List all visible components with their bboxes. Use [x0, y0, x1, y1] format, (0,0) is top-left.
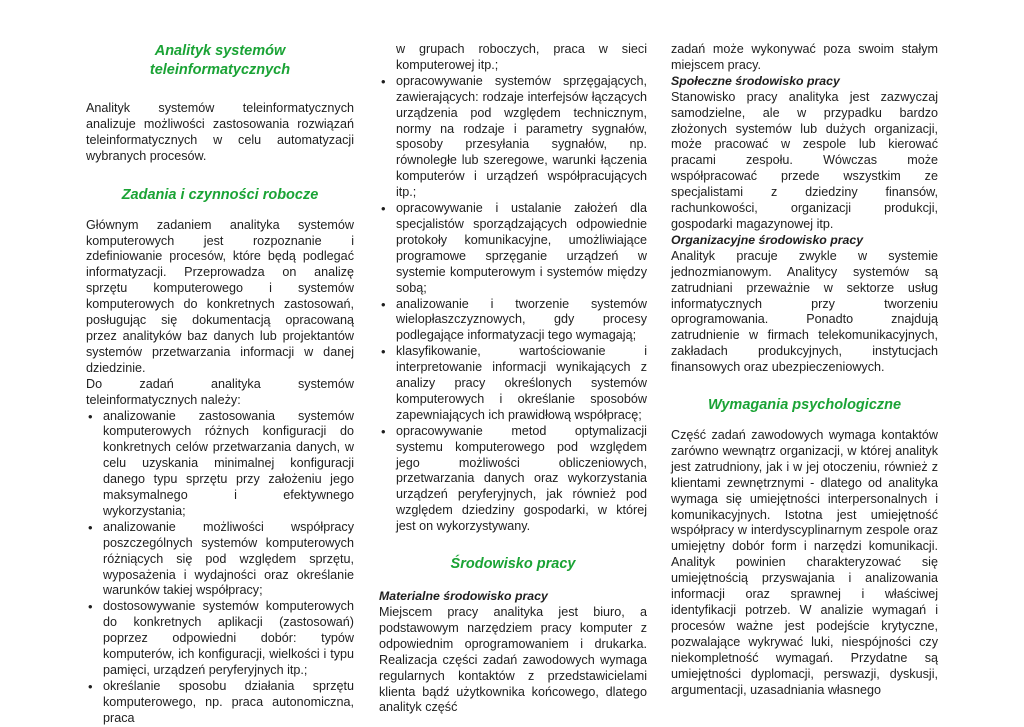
document-title: Analityk systemów teleinformatycznych [149, 43, 291, 78]
list-item: • klasyfikowanie, wartościowanie i interpretowanie informacji wynikających z analizy pracy określonych systemów komputerowych i określanie sposobów zapewniających ich prawidłową współpracę; [379, 344, 647, 424]
tasks-paragraph-2: Do zadań analityka systemów teleinformatycznych należy: [86, 376, 354, 407]
environment-heading: Środowisko pracy [450, 556, 576, 573]
column-3 [671, 42, 938, 698]
list-item-continuation: w grupach roboczych, praca w sieci komputerowej itp.; [396, 42, 647, 72]
material-env-continuation: zadań może wykonywać poza swoim stałym miejscem pracy. [671, 42, 938, 72]
tasks-list [86, 409, 354, 727]
list-item: • analizowanie możliwości współpracy poszczególnych systemów komputerowych różniących się pod względem sprzętu, wyposażenia i wydajności oraz określanie warunków takiej współpracy; [86, 520, 354, 600]
list-item: • analizowanie i tworzenie systemów wielopłaszczyznowych, gdy procesy podlegające informatyzacji tego wymagają; [379, 297, 647, 345]
list-item: • opracowywanie i ustalanie założeń dla specjalistów sporządzających odpowiednie protokoły komunikacyjne, umożliwiające programowe sprzęganie urządzeń w systemie komputerowym i systemów między sobą; [379, 201, 647, 296]
tasks-paragraph-1: Głównym zadaniem analityka systemów komputerowych jest rozpoznanie i zdefiniowanie procesów, które będą podlegać informatyzacji. Przeprowadza on analizę sprzętu komputerowego i systemów komputerowych do konkretnych zastosowań, posługując się dokumentacją opracowaną przez analityków baz danych lub projektantów systemów przetwarzania informacji w danej dziedzinie. [86, 217, 354, 375]
psychological-paragraph: Część zadań zawodowych wymaga kontaktów zarówno wewnątrz organizacji, w której analityk jest zatrudniony, jak i w jej otoczeniu, również z klientami zewnętrznymi - dlatego od analityka wymaga się umiejętności interpersonalnych i komunikacyjnych. Istotna jest umiejętność współpracy w interdyscyplinarnym zespole oraz umiejętny dobór form i narzędzi komunikacji. Analityk powinien charakteryzować się umiejętnością przyswajania i analizowania informacji oraz sprawnej i właściwej identyfikacji potrzeb. W analizie wymagań i procesów ważne jest podejście krytyczne, pozwalające wykrywać luki, niespójności czy niekompletność wymagań. Przydatne są umiejętności dyplomacji, perswazji, dyskusji, argumentacji, uzasadniania własnego [671, 428, 938, 697]
list-item: • opracowywanie systemów sprzęgających, zawierających: rodzaje interfejsów łączących urządzenia pod względem technicznym, normy na rodzaje i parametry sygnałów, sposoby przesyłania sygnałów, np. równoległe lub szeregowe, warunki łączenia komputerów i urządzeń współpracujących itp.; [379, 74, 647, 201]
column-1 [86, 42, 354, 727]
column-2 [379, 42, 647, 716]
org-env-subheading: Organizacyjne środowisko pracy [671, 232, 864, 247]
tasks-heading: Zadania i czynności robocze [121, 186, 319, 203]
intro-paragraph: Analityk systemów teleinformatycznych analizuje możliwości zastosowania rozwiązań teleinformatycznych w celu automatyzacji wybranych procesów. [86, 101, 354, 163]
list-item: • analizowanie zastosowania systemów komputerowych różnych konfiguracji do konkretnych celów przetwarzania danych, w celu uzyskania minimalnej konfiguracji danego typu sprzętu przy założeniu jego maksymalnego i efektywnego wykorzystania; [86, 409, 354, 520]
social-env-paragraph: Stanowisko pracy analityka jest zazwyczaj samodzielne, ale w przypadku bardzo złożonych systemów lub dużych organizacji, może pracować w zespole lub kierować pracami zespołu. Wówczas może współpracować przede wszystkim ze specjalistami z dziedziny finansów, rachunkowości, organizacji produkcji, gospodarki magazynowej itp. [671, 89, 938, 231]
material-env-paragraph: Miejscem pracy analityka jest biuro, a podstawowym narzędziem pracy komputer z odpowiednim oprogramowaniem i drukarka. Realizacja części zadań zawodowych wymaga regularnych kontaktów z przedstawicielami klienta bądź użytkownika końcowego, dlatego analityk część [379, 605, 647, 715]
list-item: • dostosowywanie systemów komputerowych do konkretnych aplikacji (zastosowań) poprzez odpowiedni dobór: typów komputerów, ich konfiguracji, wielkości i typu pamięci, urządzeń peryferyjnych itp.; [86, 599, 354, 679]
psychological-heading: Wymagania psychologiczne [707, 397, 902, 414]
material-env-subheading: Materialne środowisko pracy [379, 589, 548, 604]
org-env-paragraph: Analityk pracuje zwykle w systemie jednozmianowym. Analitycy systemów są zatrudniani przeważnie w sektorze usług informatycznych przy tworzeniu oprogramowania. Ponadto znajdują zatrudnienie w firmach telekomunikacyjnych, zakładach produkcyjnych, instytucjach finansowych oraz ubezpieczeniowych. [671, 248, 938, 375]
list-item: • opracowywanie metod optymalizacji systemu komputerowego pod względem jego możliwości obliczeniowych, przetwarzania danych oraz wykorzystania urządzeń peryferyjnych, jak również pod względem dziedziny gospodarki, w której jest on wykorzystywany. [379, 424, 647, 535]
list-item: • określanie sposobu działania sprzętu komputerowego, np. praca autonomiczna, praca [86, 679, 354, 727]
tasks-list-continued [379, 74, 647, 535]
social-env-subheading: Społeczne środowisko pracy [671, 73, 840, 88]
